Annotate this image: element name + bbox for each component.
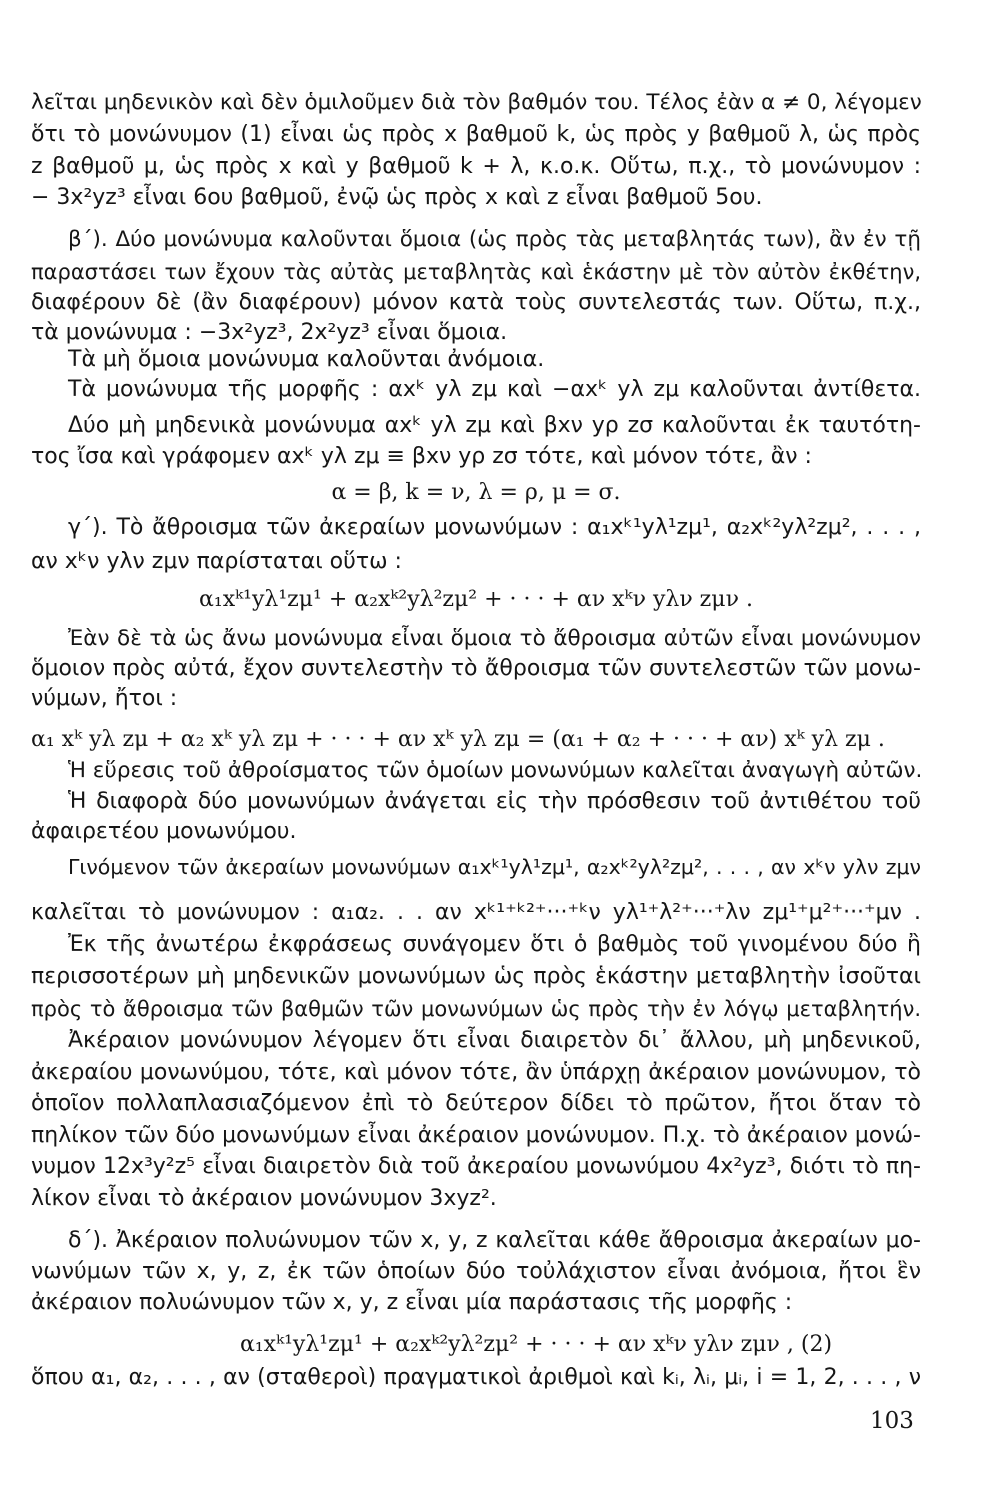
text-line: ὅπου α₁, α₂, . . . , αν (σταθεροὶ) πραγματικοὶ ἀριθμοὶ καὶ kᵢ, λᵢ, μᵢ, i = 1, 2, . . . , ν — [31, 1365, 921, 1390]
text-line: παραστάσει των ἔχουν τὰς αὐτὰς μεταβλητὰς καὶ ἑκάστην μὲ τὸν αὐτὸν ἐκθέτην, — [31, 260, 921, 284]
text-line: διαφέρουν δὲ (ἂν διαφέρουν) μόνον κατὰ τοὺς συντελεστάς των. Οὕτω, π.χ., — [31, 290, 921, 315]
section-b-heading-line: β΄). Δύο μονώνυμα καλοῦνται ὅμοια (ὡς πρὸς τὰς μεταβλητάς των), ἂν ἐν τῇ — [68, 227, 921, 252]
section-c-heading-line: γ΄). Τὸ ἄθροισμα τῶν ἀκεραίων μονωνύμων : α₁xᵏ¹yλ¹zμ¹, α₂xᵏ²yλ²zμ², . . . , — [68, 515, 921, 540]
sum-formula: α₁xᵏ¹yλ¹zμ¹ + α₂xᵏ²yλ²zμ² + · · · + αν xᵏν yλν zμν . — [199, 587, 753, 612]
text-line: λεῖται μηδενικὸν καὶ δὲν ὁμιλοῦμεν διὰ τὸν βαθμόν του. Τέλος ἐὰν α ≠ 0, λέγομεν — [31, 90, 922, 115]
text-line: Τὰ μονώνυμα τῆς μορφῆς : αxᵏ yλ zμ καὶ −αxᵏ yλ zμ καλοῦνται ἀντίθετα. — [68, 377, 921, 402]
text-line: νωνύμων τῶν x, y, z, ἐκ τῶν ὁποίων δύο τοὐλάχιστον εἶναι ἀνόμοια, ἤτοι ἓν — [31, 1259, 921, 1284]
text-line: z βαθμοῦ μ, ὡς πρὸς x καὶ y βαθμοῦ k + λ, κ.ο.κ. Οὕτω, π.χ., τὸ μονώνυμον : — [31, 154, 921, 179]
text-line: ἀκεραίου μονωνύμου, τότε, καὶ μόνον τότε, ἂν ὑπάρχῃ ἀκέραιον μονώνυμον, τὸ — [31, 1060, 921, 1085]
text-line: ἀκέραιον πολυώνυμον τῶν x, y, z εἶναι μία παράστασις τῆς μορφῆς : — [31, 1290, 793, 1315]
text-line: τος ἴσα καὶ γράφομεν αxᵏ yλ zμ ≡ βxν yρ zσ τότε, καὶ μόνον τότε, ἂν : — [31, 444, 812, 469]
equality-conditions: α = β, k = ν, λ = ρ, μ = σ. — [331, 480, 621, 505]
text-line: − 3x²yz³ εἶναι 6ου βαθμοῦ, ἐνῷ ὡς πρὸς x καὶ z εἶναι βαθμοῦ 5ου. — [31, 185, 763, 210]
text-line: Τὰ μὴ ὅμοια μονώνυμα καλοῦνται ἀνόμοια. — [68, 347, 545, 372]
text-line: ἀφαιρετέου μονωνύμου. — [31, 819, 297, 844]
text-line: νύμων, ἤτοι : — [31, 686, 178, 711]
similar-sum-formula: α₁ xᵏ yλ zμ + α₂ xᵏ yλ zμ + · · · + αν xᵏ yλ zμ = (α₁ + α₂ + · · · + αν) xᵏ yλ zμ . — [31, 727, 885, 752]
text-line: πρὸς τὸ ἄθροισμα τῶν βαθμῶν τῶν μονωνύμων ὡς πρὸς τὴν ἐν λόγῳ μεταβλητήν. — [31, 997, 921, 1021]
text-line: τὰ μονώνυμα : −3x²yz³, 2x²yz³ εἶναι ὅμοια. — [31, 320, 508, 345]
text-line: Ἡ εὕρεσις τοῦ ἀθροίσματος τῶν ὁμοίων μονωνύμων καλεῖται ἀναγωγὴ αὐτῶν. — [68, 758, 923, 783]
product-definition-line: Γινόμενον τῶν ἀκεραίων μονωνύμων α₁xᵏ¹yλ¹zμ¹, α₂xᵏ²yλ²zμ², . . . , αν xᵏν yλν zμν — [68, 855, 921, 879]
text-line: περισσοτέρων μὴ μηδενικῶν μονωνύμων ὡς πρὸς ἑκάστην μεταβλητὴν ἰσοῦται — [31, 964, 921, 989]
text-line: νυμον 12x³y²z⁵ εἶναι διαιρετὸν διὰ τοῦ ἀκεραίου μονωνύμου 4x²yz³, διότι τὸ πη- — [31, 1154, 921, 1179]
text-line: πηλίκον τῶν δύο μονωνύμων εἶναι ἀκέραιον μονώνυμον. Π.χ. τὸ ἀκέραιον μονώ- — [31, 1123, 921, 1148]
product-formula: καλεῖται τὸ μονώνυμον : α₁α₂. . . αν xᵏ¹⁺ᵏ²⁺···⁺ᵏν yλ¹⁺λ²⁺···⁺λν zμ¹⁺μ²⁺···⁺μν . — [31, 900, 921, 925]
text-line: Ἀκέραιον μονώνυμον λέγομεν ὅτι εἶναι διαιρετὸν δι᾿ ἄλλου, μὴ μηδενικοῦ, — [68, 1028, 921, 1053]
polynomial-formula: α₁xᵏ¹yλ¹zμ¹ + α₂xᵏ²yλ²zμ² + · · · + αν xᵏν yλν zμν , (2) — [240, 1332, 833, 1357]
text-line: ὁποῖον πολλαπλασιαζόμενον ἐπὶ τὸ δεύτερον δίδει τὸ πρῶτον, ἤτοι ὅταν τὸ — [31, 1091, 921, 1116]
text-line: Ἐὰν δὲ τὰ ὡς ἄνω μονώνυμα εἶναι ὅμοια τὸ ἄθροισμα αὐτῶν εἶναι μονώνυμον — [68, 626, 921, 651]
text-line: λίκον εἶναι τὸ ἀκέραιον μονώνυμον 3xyz². — [31, 1186, 497, 1211]
text-line: αν xᵏν yλν zμν παρίσταται οὕτω : — [31, 549, 402, 574]
text-line: ὅμοιον πρὸς αὐτά, ἔχον συντελεστὴν τὸ ἄθροισμα τῶν συντελεστῶν τῶν μονω- — [31, 656, 921, 681]
section-d-heading-line: δ΄). Ἀκέραιον πολυώνυμον τῶν x, y, z καλεῖται κάθε ἄθροισμα ἀκεραίων μο- — [68, 1228, 921, 1253]
text-line: Δύο μὴ μηδενικὰ μονώνυμα αxᵏ yλ zμ καὶ βxν yρ zσ καλοῦνται ἐκ ταυτότη- — [68, 413, 921, 438]
text-line: ὅτι τὸ μονώνυμον (1) εἶναι ὡς πρὸς x βαθμοῦ k, ὡς πρὸς y βαθμοῦ λ, ὡς πρὸς — [31, 122, 921, 147]
text-line: Ἡ διαφορὰ δύο μονωνύμων ἀνάγεται εἰς τὴν πρόσθεσιν τοῦ ἀντιθέτου τοῦ — [68, 789, 921, 814]
text-line: Ἐκ τῆς ἀνωτέρω ἐκφράσεως συνάγομεν ὅτι ὁ βαθμὸς τοῦ γινομένου δύο ἢ — [68, 932, 921, 957]
page-number: 103 — [870, 1408, 914, 1434]
